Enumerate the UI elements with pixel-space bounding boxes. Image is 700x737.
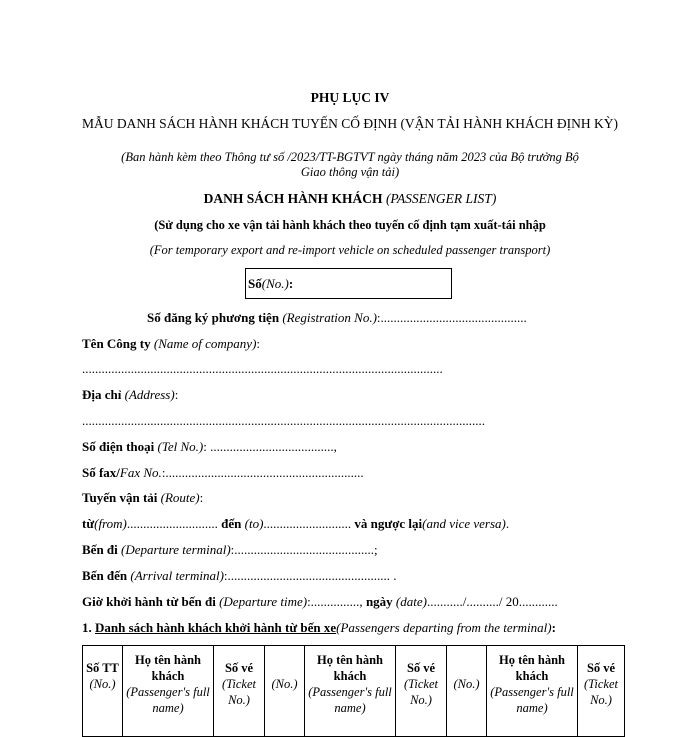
route-end: . [505,516,510,531]
company-label-en: (Name of company) [153,336,257,351]
section1-colon: : [551,620,556,635]
registration-label: Số đăng ký phương tiện [147,310,283,325]
appendix-title: PHỤ LỤC IV [310,90,390,105]
section1-title: Danh sách hành khách khởi hành từ bến xe [95,620,337,635]
route-from-label-en: (from) [94,516,127,531]
arrival-terminal-label: Bến đến [82,568,131,583]
address-label: Địa chỉ [82,387,125,402]
header-cell-vn: Số TT [86,661,119,675]
header-cell-name [487,646,578,737]
company-line [82,336,260,352]
issued-note-line2: Giao thông vận tải) [300,165,400,179]
route-label-en: (Route) [160,490,200,505]
route-line [82,490,203,506]
departure-time-label: Giờ khởi hành từ bến đi [82,594,220,609]
header-cell-ticket [214,646,265,737]
header-cell-name [123,646,214,737]
arrival-terminal-line [82,568,397,584]
departure-terminal-label-en: (Departure terminal) [121,542,231,557]
header-cell-vn: Số vé [586,661,616,675]
company-colon: : [256,336,261,351]
header-cell-vn: Họ tên hành khách [135,653,201,683]
address-line [82,387,178,403]
route-detail-line [82,516,509,532]
header-cell-en: (Passenger's full name) [490,685,574,715]
header-cell-en: (Ticket No.) [403,677,438,707]
form-title: MẪU DANH SÁCH HÀNH KHÁCH TUYẾN CỐ ĐỊNH (VẬN TẢI HÀNH KHÁCH ĐỊNH KỲ) [81,116,619,131]
departure-terminal-line [82,542,378,558]
arrival-terminal-label-en: (Arrival terminal) [130,568,224,583]
passenger-table-header-row [83,646,625,737]
header-cell-ticket [396,646,447,737]
header-cell-en: (Passenger's full name) [308,685,392,715]
address-colon: : [174,387,179,402]
section1-number: 1. [82,620,95,635]
date-label-en: (date) [395,594,427,609]
route-colon: : [199,490,204,505]
header-cell-vn: Họ tên hành khách [317,653,383,683]
passenger-list-title-vn: DANH SÁCH HÀNH KHÁCH [203,191,386,206]
date-dots: .........../........../ 20............ [426,594,558,609]
number-label-vn: Số [248,276,262,291]
header-cell-index [265,646,305,737]
header-cell-ticket [578,646,625,737]
header-cell-en: (No.) [89,677,116,691]
usage-note-en: (For temporary export and re-import vehicle on scheduled passenger transport) [149,243,551,257]
route-to-label: đến [221,516,245,531]
section1-title-en: (Passengers departing from the terminal) [336,620,552,635]
fax-label: Số fax/ [82,465,120,480]
section1-heading [82,620,556,636]
issued-note-line1: (Ban hành kèm theo Thông tư số /2023/TT-BGTVT ngày tháng năm 2023 của Bộ trưởng Bộ [121,150,579,164]
route-from-label: từ [82,516,95,531]
route-to-dots: ........................... [263,516,355,531]
company-dots: ............................................................................................................... [82,361,443,376]
header-cell-vn: Số vé [224,661,254,675]
fax-line [82,465,364,481]
tel-line [82,439,337,455]
address-label-en: (Address) [124,387,175,402]
company-label: Tên Công ty [82,336,154,351]
route-to-label-en: (to) [244,516,264,531]
departure-time-dots: :..............., [307,594,366,609]
usage-note-vn: (Sử dụng cho xe vận tải hành khách theo tuyến cố định tạm xuất-tái nhập [154,218,546,232]
registration-dots: :............................................. [376,310,527,325]
header-cell-en: (Passenger's full name) [126,685,210,715]
fax-dots: :............................................................. [161,465,364,480]
route-from-dots: ............................ [126,516,222,531]
header-cell-vn: Số vé [406,661,436,675]
header-cell-name [305,646,396,737]
number-label-en: (No.) [261,276,289,291]
header-cell-index [447,646,487,737]
header-cell-en: (Ticket No.) [221,677,256,707]
date-label: ngày [365,594,396,609]
route-label: Tuyến vận tải [82,490,161,505]
number-box [245,268,452,299]
header-cell-en: (Ticket No.) [583,677,618,707]
issued-note [70,150,630,180]
passenger-list-title-en: (PASSENGER LIST) [385,191,497,206]
address-dots: ............................................................................................................................ [82,413,485,428]
route-back-label-en: (and vice versa) [422,516,506,531]
route-back-label: và ngược lại [354,516,423,531]
arrival-terminal-dots: :.................................................. . [223,568,397,583]
passenger-list-title [60,191,640,207]
fax-label-en: Fax No. [119,465,162,480]
number-label [248,276,293,292]
departure-terminal-dots: :...........................................; [230,542,378,557]
passenger-table [82,645,625,737]
tel-label-en: (Tel No.) [157,439,204,454]
registration-label-en: (Registration No.) [282,310,377,325]
number-colon: : [288,276,294,291]
registration-line [147,310,527,326]
tel-label: Số điện thoại [82,439,158,454]
departure-time-label-en: (Departure time) [219,594,308,609]
header-cell-vn: Họ tên hành khách [499,653,565,683]
header-cell-en: (No.) [453,677,480,691]
header-cell-index [83,646,123,737]
header-cell-en: (No.) [271,677,298,691]
tel-dots: : ......................................, [203,439,337,454]
departure-time-line [82,594,558,610]
departure-terminal-label: Bến đi [82,542,122,557]
